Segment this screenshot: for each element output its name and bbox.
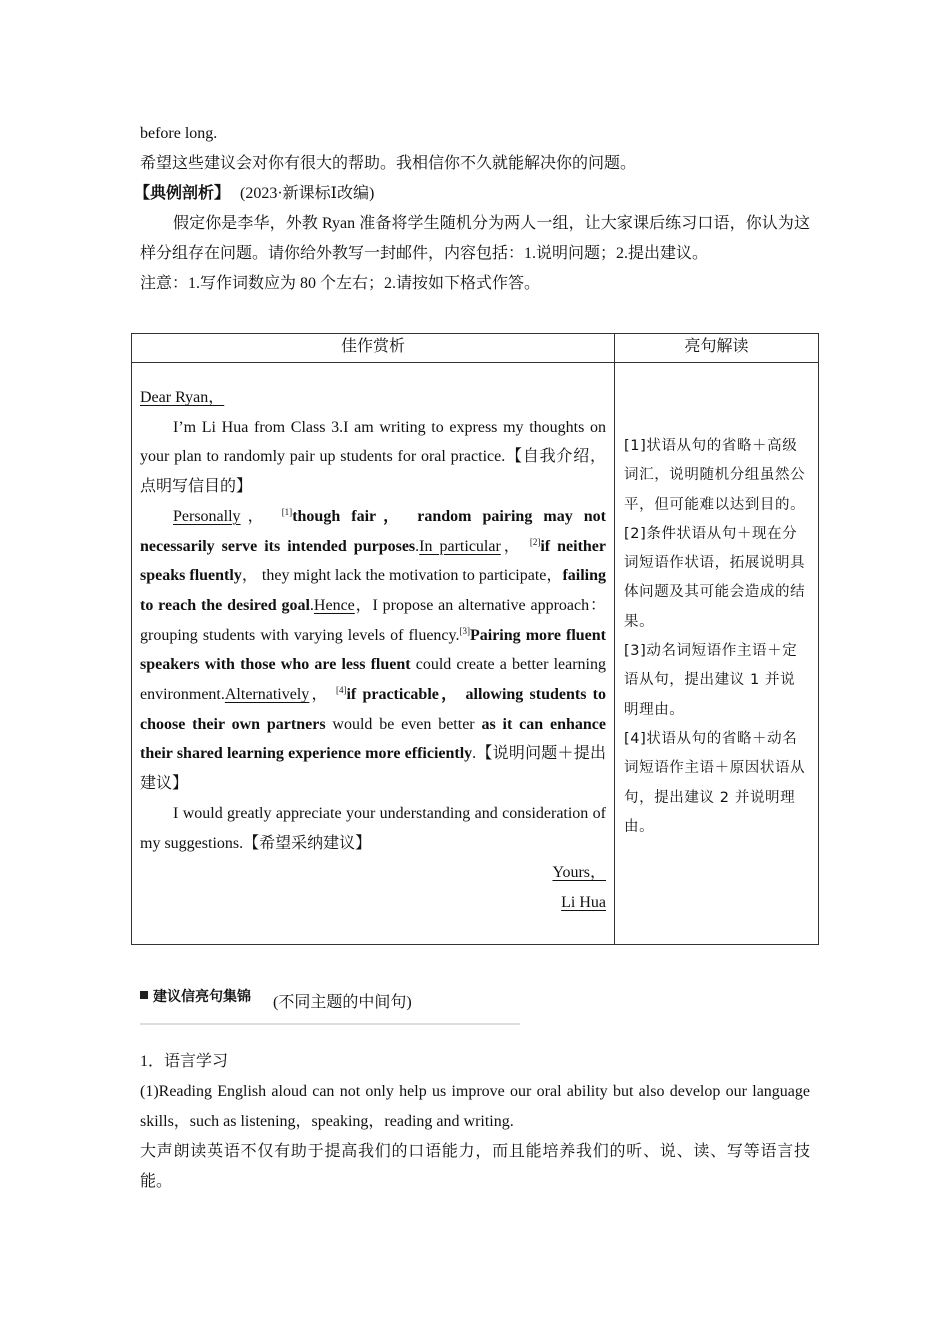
transition-personally: Personally (173, 507, 241, 525)
highlight-2b: failing to reach the desired goal (140, 567, 607, 614)
note-1: [1]状语从句的省略＋高级词汇，说明随机分组虽然公平，但可能难以达到目的。 (624, 438, 806, 513)
example-prompt: 假定你是李华，外教 Ryan 准备将学生随机分为两人一组，让大家课后练习口语，你认为这样分组存在问题。请你给外教写一封邮件，内容包括：1.说明问题；2.提出建议。 (140, 215, 810, 262)
intro-line-en: before long. (140, 125, 218, 142)
essay-paragraph-3 (140, 799, 606, 858)
period: . (472, 745, 477, 763)
highlight-1: though fair， random pairing may not necessarily serve its intended purposes (140, 507, 606, 555)
section-title (140, 986, 251, 1006)
highlight-2a: if neither speaks fluently (140, 537, 607, 585)
comma: ， (500, 537, 523, 555)
essay-paragraph-2 (140, 502, 606, 799)
period: . (309, 596, 314, 614)
p2-tag: 【说明问题＋提出建议】 (140, 745, 606, 793)
marker-2: [2] (529, 536, 541, 547)
highlight-4b: as it can enhance their shared learning experience more efficiently (140, 715, 607, 763)
marker-4: [4] (335, 685, 347, 696)
highlight-notes (615, 363, 818, 842)
comma: ， (309, 686, 330, 704)
example-heading (134, 179, 804, 209)
text-2: ， they might lack the motivation to participate， (241, 567, 563, 585)
text-3: ，I propose an alternative approach： grouping students with varying levels of fluency. (140, 596, 606, 644)
essay-cell (132, 363, 615, 945)
section-title-text: 建议信亮句集锦 (153, 989, 251, 1005)
period: . (415, 537, 420, 555)
example-note: 注意：1.写作词数应为 80 个左右；2.请按如下格式作答。 (140, 275, 541, 292)
p1-text: I’m Li Hua from Class 3.I am writing to express my thoughts on your plan to randomly pair up students for oral practice. (140, 418, 606, 466)
comma: ， (240, 507, 271, 525)
p3-text: I would greatly appreciate your understanding and consideration of my suggestions. (140, 804, 606, 852)
notes-cell (615, 363, 819, 945)
intro-line-zh: 希望这些建议会对你有很大的帮助。我相信你不久就能解决你的问题。 (140, 155, 637, 172)
note-3: [3]动名词短语作主语＋定语从句，提出建议 1 并说明理由。 (624, 643, 798, 718)
text-3b: could create a better learning environment. (140, 656, 607, 704)
highlight-3: Pairing more fluent speakers with those who are less fluent (140, 626, 607, 674)
closing: Yours， (552, 864, 606, 882)
signature: Li Hua (561, 893, 606, 911)
note-4: [4]状语从句的省略＋动名词短语作主语＋原因状语从句，提出建议 2 并说明理由。 (624, 730, 806, 835)
highlight-4a: if practicable， allowing students to choose their own partners (140, 686, 606, 733)
model-essay (132, 363, 614, 918)
text-4: would be even better (325, 715, 482, 733)
square-bullet-icon (140, 991, 148, 999)
example-label: 【典例剖析】 (134, 185, 231, 202)
header-highlights: 亮句解读 (615, 334, 819, 363)
item-heading: 1．语言学习 (140, 1053, 229, 1070)
header-model-essay: 佳作赏析 (132, 334, 615, 363)
item-english: (1)Reading English aloud can not only help us improve our oral ability but also develop our language skills，such as listening，speaking，reading and writing. (140, 1083, 810, 1130)
p3-tag: 【希望采纳建议】 (243, 834, 372, 852)
example-source: (2023·新课标Ⅰ改编) (240, 185, 375, 202)
transition-hence: Hence (313, 596, 355, 614)
item-chinese: 大声朗读英语不仅有助于提高我们的口语能力，而且能培养我们的听、说、读、写等语言技能。 (140, 1143, 810, 1190)
note-2: [2]条件状语从句＋现在分词短语作状语，拓展说明具体问题及其可能会造成的结果。 (624, 525, 806, 630)
analysis-table (131, 333, 819, 945)
section-subtitle: (不同主题的中间句) (273, 994, 412, 1011)
transition-alternatively: Alternatively (224, 686, 310, 704)
p1-tag: 【自我介绍，点明写信目的】 (140, 448, 606, 496)
transition-in-particular: In particular (419, 537, 501, 555)
greeting: Dear Ryan， (140, 389, 225, 406)
essay-paragraph-1 (140, 413, 606, 502)
section-divider (140, 1023, 520, 1025)
marker-1: [1] (281, 506, 293, 517)
marker-3: [3] (459, 625, 470, 636)
